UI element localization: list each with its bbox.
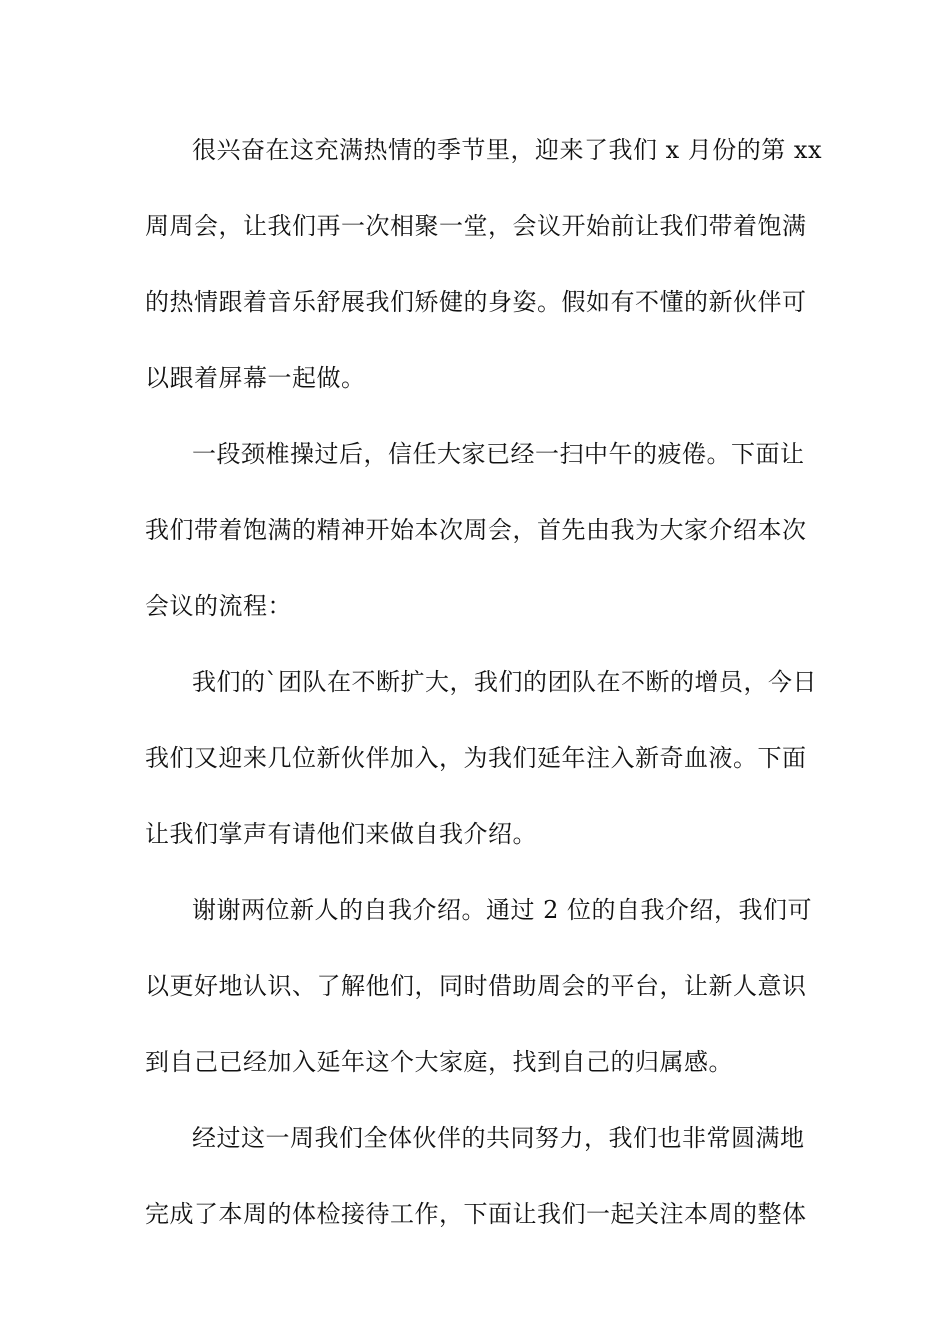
paragraph-line: 一段颈椎操过后，信任大家已经一扫中午的疲倦。下面让 bbox=[192, 440, 805, 468]
paragraph-1 bbox=[145, 128, 822, 432]
paragraph-line: 我们带着饱满的精神开始本次周会，首先由我为大家介绍本次 bbox=[145, 516, 807, 544]
paragraph-4 bbox=[145, 888, 813, 1116]
paragraph-line: 周周会，让我们再一次相聚一堂，会议开始前让我们带着饱满 bbox=[145, 212, 807, 240]
paragraph-line: 谢谢两位新人的自我介绍。通过 2 位的自我介绍，我们可 bbox=[192, 896, 813, 924]
paragraph-5 bbox=[145, 1116, 807, 1268]
paragraph-3 bbox=[145, 660, 817, 888]
paragraph-line: 的热情跟着音乐舒展我们矫健的身姿。假如有不懂的新伙伴可 bbox=[145, 288, 807, 316]
paragraph-line: 我们又迎来几位新伙伴加入，为我们延年注入新奇血液。下面 bbox=[145, 744, 807, 772]
paragraph-line: 很兴奋在这充满热情的季节里，迎来了我们 x 月份的第 xx bbox=[192, 136, 822, 164]
paragraph-line: 经过这一周我们全体伙伴的共同努力，我们也非常圆满地 bbox=[192, 1124, 805, 1152]
paragraph-line: 完成了本周的体检接待工作，下面让我们一起关注本周的整体 bbox=[145, 1200, 807, 1228]
paragraph-line: 到自己已经加入延年这个大家庭，找到自己的归属感。 bbox=[145, 1048, 733, 1076]
paragraph-line: 会议的流程： bbox=[145, 592, 292, 620]
paragraph-line: 让我们掌声有请他们来做自我介绍。 bbox=[145, 820, 537, 848]
paragraph-line: 以更好地认识、了解他们，同时借助周会的平台，让新人意识 bbox=[145, 972, 807, 1000]
paragraph-line: 以跟着屏幕一起做。 bbox=[145, 364, 366, 392]
paragraph-line: 我们的`团队在不断扩大，我们的团队在不断的增员，今日 bbox=[192, 668, 817, 696]
paragraph-2 bbox=[145, 432, 807, 660]
document-body bbox=[145, 128, 822, 1268]
